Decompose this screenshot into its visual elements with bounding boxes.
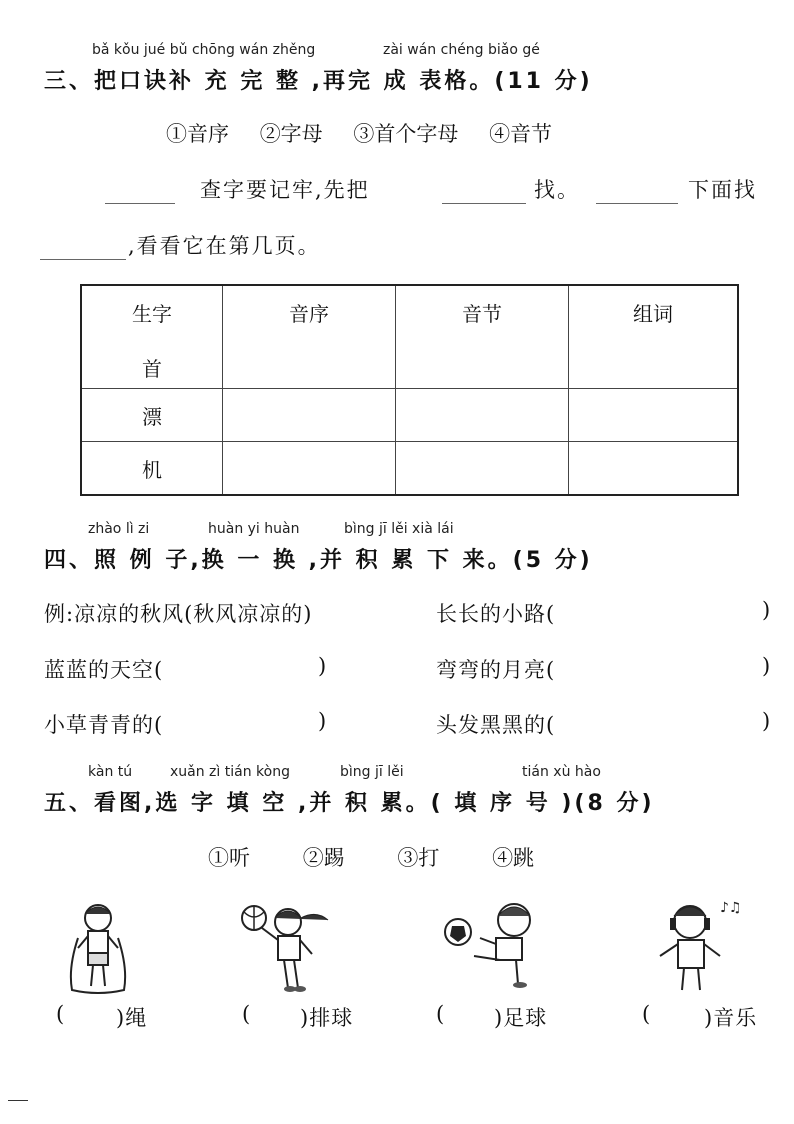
answer-music-open: ( — [642, 1002, 652, 1026]
header-order: 音序 — [289, 302, 329, 326]
option-1: ①音序 — [166, 122, 229, 146]
answer-rope-open: ( — [56, 1002, 66, 1026]
table-cell[interactable] — [396, 285, 569, 389]
table-cell — [81, 285, 223, 389]
header-syllable: 音节 — [462, 302, 502, 326]
header-words: 组词 — [633, 302, 673, 326]
section4-pinyin-1: zhào lì zi — [88, 521, 150, 537]
option-2: ②字母 — [259, 122, 323, 146]
section3-heading: 三、把口诀补 充 完 整 ,再完 成 表格。(11 分) — [44, 69, 593, 94]
blank-1[interactable] — [442, 203, 526, 204]
row-char-3: 机 — [81, 442, 223, 496]
answer-football: )足球 — [494, 1006, 548, 1030]
rhyme-text-4: ,看看它在第几页。 — [128, 234, 321, 258]
section5-options — [208, 842, 558, 872]
girl-volleyball-picture — [236, 898, 336, 994]
section3-pinyin-1: bǎ kǒu jué bǔ chōng wán zhěng — [92, 42, 316, 58]
item-black-hair: 头发黑黑的( — [436, 713, 556, 737]
svg-text:♪♫: ♪♫ — [720, 900, 742, 916]
table-cell[interactable] — [223, 389, 396, 442]
close-paren: ) — [762, 598, 772, 622]
answer-music: )音乐 — [704, 1006, 758, 1030]
section5-pinyin-1: kàn tú — [88, 764, 133, 780]
answer-football-open: ( — [436, 1002, 446, 1026]
section4-pinyin-2: huàn yi huàn — [208, 521, 300, 537]
section3-pinyin-2: zài wán chéng biǎo gé — [383, 42, 540, 58]
answer-volleyball: )排球 — [300, 1006, 354, 1030]
section5-pinyin-2: xuǎn zì tián kòng — [170, 764, 290, 780]
close-paren: ) — [318, 709, 328, 733]
row-char-1: 首 — [142, 357, 162, 381]
page-corner-mark — [8, 1100, 28, 1101]
girl-jump-rope-picture — [58, 898, 138, 994]
table-cell[interactable] — [223, 442, 396, 496]
lookup-table — [80, 284, 739, 496]
table-row — [81, 389, 738, 442]
option-3: ③首个字母 — [353, 122, 459, 146]
table-row — [81, 442, 738, 496]
row-char-2: 漂 — [81, 389, 223, 442]
section5-heading: 五、看图,选 字 填 空 ,并 积 累。( 填 序 号 )(8 分) — [44, 791, 655, 816]
section3-options — [166, 118, 576, 148]
section5-pinyin-4: tián xù hào — [522, 764, 601, 780]
rhyme-text-1: 查字要记牢,先把 — [200, 178, 370, 202]
rhyme-text-2: 找。 — [534, 178, 580, 202]
close-paren: ) — [318, 654, 328, 678]
section5-pinyin-3: bìng jī lěi — [340, 764, 404, 780]
blank-3[interactable] — [40, 259, 126, 260]
boy-football-picture — [440, 898, 540, 990]
table-cell[interactable] — [396, 389, 569, 442]
answer-rope: )绳 — [116, 1006, 148, 1030]
table-cell[interactable] — [569, 285, 739, 389]
option-4: ④音节 — [489, 122, 553, 146]
blank-0[interactable] — [105, 203, 175, 204]
header-char: 生字 — [132, 302, 172, 326]
item-green-grass: 小草青青的( — [44, 713, 164, 737]
table-cell[interactable] — [223, 285, 396, 389]
table-cell[interactable] — [396, 442, 569, 496]
rhyme-text-3: 下面找 — [688, 178, 757, 202]
section4-pinyin-3: bìng jī lěi xià lái — [344, 521, 454, 537]
boy-music-picture — [654, 898, 754, 994]
answer-volleyball-open: ( — [242, 1002, 252, 1026]
option-listen: ①听 — [208, 846, 250, 870]
item-curved-moon: 弯弯的月亮( — [436, 658, 556, 682]
close-paren: ) — [762, 654, 772, 678]
example-line: 例:凉凉的秋风(秋风凉凉的) — [44, 602, 313, 626]
table-cell[interactable] — [569, 442, 739, 496]
item-long-road: 长长的小路( — [436, 602, 556, 626]
option-hit: ③打 — [397, 846, 440, 870]
table-cell[interactable] — [569, 389, 739, 442]
section4-heading: 四、照 例 子,换 一 换 ,并 积 累 下 来。(5 分) — [44, 548, 593, 573]
option-kick: ②踢 — [302, 846, 345, 870]
option-jump: ④跳 — [492, 846, 535, 870]
close-paren: ) — [762, 709, 772, 733]
blank-2[interactable] — [596, 203, 678, 204]
item-blue-sky: 蓝蓝的天空( — [44, 658, 164, 682]
